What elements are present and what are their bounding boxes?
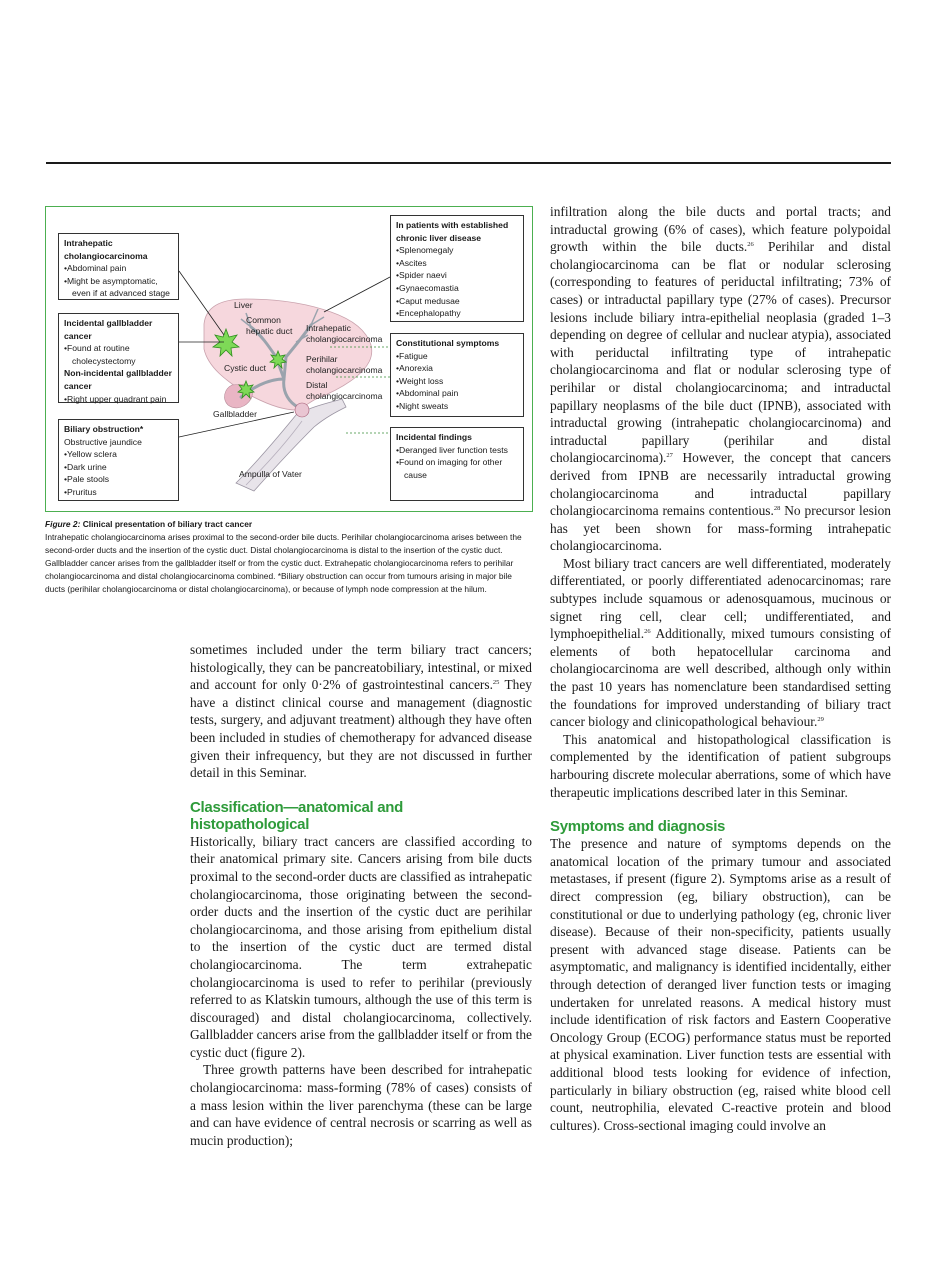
box-item: • Yellow sclera <box>64 448 173 461</box>
paragraph: Three growth patterns have been described for intrahepatic cholangiocarcinoma: mass-forming (78% of cases) consists of a mass lesion within the liver parenchyma (these can be large and can have evidence of central necrosis or scarring as well as mucin production); <box>190 1062 532 1148</box>
label-cystic-duct: Cystic duct <box>224 363 267 373</box>
caption-label: Figure 2: <box>45 519 81 529</box>
header-rule <box>46 162 891 164</box>
text: sometimes included under the term biliary tract cancers; histologically, they can be pancreatobiliary, intestinal, or mixed and account for only 0·2% of gastrointestinal cancers. <box>190 642 532 693</box>
paragraph <box>550 203 891 555</box>
section-heading-classification: Classification—anatomical and histopathological <box>190 798 404 833</box>
citation: 28 <box>773 505 781 513</box>
label-ampulla: Ampulla of Vater <box>239 469 302 479</box>
box-chronic-title: In patients with established chronic liver disease <box>396 220 509 243</box>
text: They have a distinct clinical course and management (diagnostic tests, surgery, and adjuvant treatment) although they have often been included in studies of chemotherapy for advanced disease given their infrequency, but they are not discussed in further detail in this Seminar. <box>190 677 532 781</box>
text: Perihilar and distal cholangiocarcinoma can be flat or nodular sclerosing (corresponding to features of periductal infiltrating; 73% of cases) or intraductal papillary type (27% of cases). Precursor lesions include biliary intra-epithelial neoplasia (graded 1–3 depending on degree of cellular and nuclear atypia), associated with periductal infiltrating type of intrahepatic cholangiocarcinoma and flat or nodular sclerosing type of perihilar or distal cholangiocarcinoma; and intraductal papillary neoplasms of the bile duct (IPNB), associated with intraductal growing (intrahepatic cholangiocarcinoma) and intraductal papillary (perihilar and distal cholangiocarcinoma). <box>550 239 892 466</box>
paragraph <box>550 555 891 731</box>
caption-title-text: Clinical presentation of biliary tract cancer <box>82 519 253 529</box>
box-item: • Abdominal pain <box>64 262 173 275</box>
box-item: • Anorexia <box>396 362 518 375</box>
box-item: • Right upper quadrant pain <box>64 393 173 406</box>
label-perihilar: Perihilar cholangiocarcinoma <box>306 354 383 375</box>
box-intrahepatic <box>58 233 179 300</box>
right-column <box>550 203 891 1134</box>
box-item: • Encephalopathy <box>396 307 518 320</box>
box-item: • Abdominal pain <box>396 387 518 400</box>
paragraph: The presence and nature of symptoms depends on the anatomical location of the primary tumour and associated metastases, if present (figure 2). Symptoms arise as a result of direct compression (eg, biliary obstruction), can be constitutional or due to underlying pathology (eg, chronic liver disease). Because of their non-specificity, patients usually present with advanced stage disease. Patients can be asymptomatic, and malignancy is identified incidentally, either through detection of deranged liver function tests or imaging undertaken for unrelated reasons. A medical history must include identification of risk factors and Eastern Cooperative Oncology Group (ECOG) performance status must be reported at physical examination. Liver function tests are essential with additional blood tests looking for evidence of infection, particularly in biliary obstruction (eg, raised white blood cell count, neutrophilia, elevated C-reactive protein and blood cultures). Cross-sectional imaging could involve an <box>550 836 891 1133</box>
box-item: • Caput medusae <box>396 295 518 308</box>
box-item: • Pruritus <box>64 486 173 499</box>
box-item: • Found at routine cholecystectomy <box>64 342 173 367</box>
box-constitutional <box>390 333 524 417</box>
box-incidental-findings <box>390 427 524 501</box>
box-item: • Found on imaging for other cause <box>396 456 518 481</box>
citation: 26 <box>747 241 754 249</box>
box-non-incidental-title: Non-incidental gallbladder cancer <box>64 368 172 391</box>
box-item: • Gynaecomastia <box>396 282 518 295</box>
box-intrahepatic-title: Intrahepatic cholangiocarcinoma <box>64 238 148 261</box>
label-distal: Distal cholangiocarcinoma <box>306 380 383 401</box>
box-constitutional-title: Constitutional symptoms <box>396 338 500 348</box>
box-biliary-lead: Obstructive jaundice <box>64 436 142 447</box>
box-item: • Spider naevi <box>396 269 518 282</box>
box-item: • Weight loss <box>396 375 518 388</box>
box-item: • Night sweats <box>396 400 518 413</box>
label-gallbladder: Gallbladder <box>213 409 257 419</box>
box-incidental-findings-title: Incidental findings <box>396 432 472 442</box>
citation: 25 <box>492 679 500 687</box>
paragraph <box>190 641 532 782</box>
citation: 26 <box>644 628 651 636</box>
text: Additionally, mixed tumours consisting of elements of both hepatocellular carcinoma and cholangiocarcinoma are well described, although only within the past 10 years has nomenclature been standardised setting the foundations for improved understanding of biliary tract cancer biology and clinicopathological behaviour. <box>550 626 891 730</box>
paragraph: This anatomical and histopathological classification is complemented by the identification of patient subgroups harbouring discrete molecular aberrations, some of which have therapeutic implications described later in this Seminar. <box>550 731 891 800</box>
box-item: • Deranged liver function tests <box>396 444 518 457</box>
citation: 29 <box>817 716 824 724</box>
box-item: • Fatigue <box>396 350 518 363</box>
figure-2 <box>45 206 533 512</box>
caption-text: Intrahepatic cholangiocarcinoma arises proximal to the second-order bile ducts. Perihilar cholangiocarcinoma arises between the second-order ducts and the insertion of the cystic duct. Distal cholangiocarcinoma is distal to the insertion of the cystic duct. Gallbladder cancer arises from the gallbladder itself or from the cystic duct. Extrahepatic cholangiocarcinoma refers to perihilar cholangiocarcinoma and distal cholangiocarcinoma combined. *Biliary obstruction can occur from tumours arising in major bile ducts (perihilar cholangiocarcinoma or distal cholangiocarcinoma), or because of lymph node compression at the hilum. <box>45 531 522 594</box>
label-common-hepatic-duct: Common hepatic duct <box>246 315 293 336</box>
section-heading-symptoms: Symptoms and diagnosis <box>550 818 726 836</box>
caption-title <box>45 519 252 529</box>
box-item: • Dark urine <box>64 461 173 474</box>
box-item: • Might be asymptomatic, even if at advanced stage <box>64 275 173 300</box>
box-chronic-liver <box>390 215 524 322</box>
label-intrahepatic: Intrahepatic cholangiocarcinoma <box>306 323 383 344</box>
box-item: • Splenomegaly <box>396 244 518 257</box>
box-biliary-obstruction <box>58 419 179 501</box>
label-liver: Liver <box>234 300 253 310</box>
text: Most biliary tract cancers are well differentiated, moderately differentiated, or poorly differentiated adenocarcinomas; rare subtypes include squamous or adenosquamous, mucinous or signet ring cell, clear cell; undifferentiated, and lymphoepithelial. <box>550 555 891 642</box>
text: However, the concept that cancers derived from IPNB are necessarily intraductal growing cholangiocarcinoma and intraductal papillary cholangiocarcinoma remains contentious. <box>550 450 891 519</box>
box-biliary-title: Biliary obstruction* <box>64 424 144 434</box>
ampulla-marker <box>295 403 309 417</box>
box-item: • Pale stools <box>64 473 173 486</box>
citation: 27 <box>666 452 673 460</box>
figure-caption <box>45 518 533 595</box>
box-item: • Ascites <box>396 257 518 270</box>
left-column <box>190 641 532 1149</box>
text: No precursor lesion has yet been shown for mass-forming intrahepatic cholangiocarcinoma. <box>550 503 891 554</box>
text: infiltration along the bile ducts and portal tracts; and intraductal growing (6% of cases), which feature polypoidal growth within the bile ducts. <box>550 204 891 255</box>
paragraph: Historically, biliary tract cancers are classified according to their anatomical primary site. Cancers arising from bile ducts proximal to the second-order ducts are classified as intrahepatic cholangiocarcinoma, those originating between the second-order ducts and the insertion of the cystic duct are perihilar cholangiocarcinoma, and those arising from epithelium distal to the insertion of the cystic duct are termed distal cholangiocarcinoma. The term extrahepatic cholangiocarcinoma is used to refer to perihilar (previously referred to as Klatskin tumours, although the use of this term is discouraged) and distal cholangiocarcinoma, collectively. Gallbladder cancers arise from the gallbladder itself or from the cystic duct (figure 2). <box>190 833 532 1060</box>
box-incidental-gallbladder <box>58 313 179 403</box>
box-incidental-gb-title: Incidental gallbladder cancer <box>64 318 153 341</box>
